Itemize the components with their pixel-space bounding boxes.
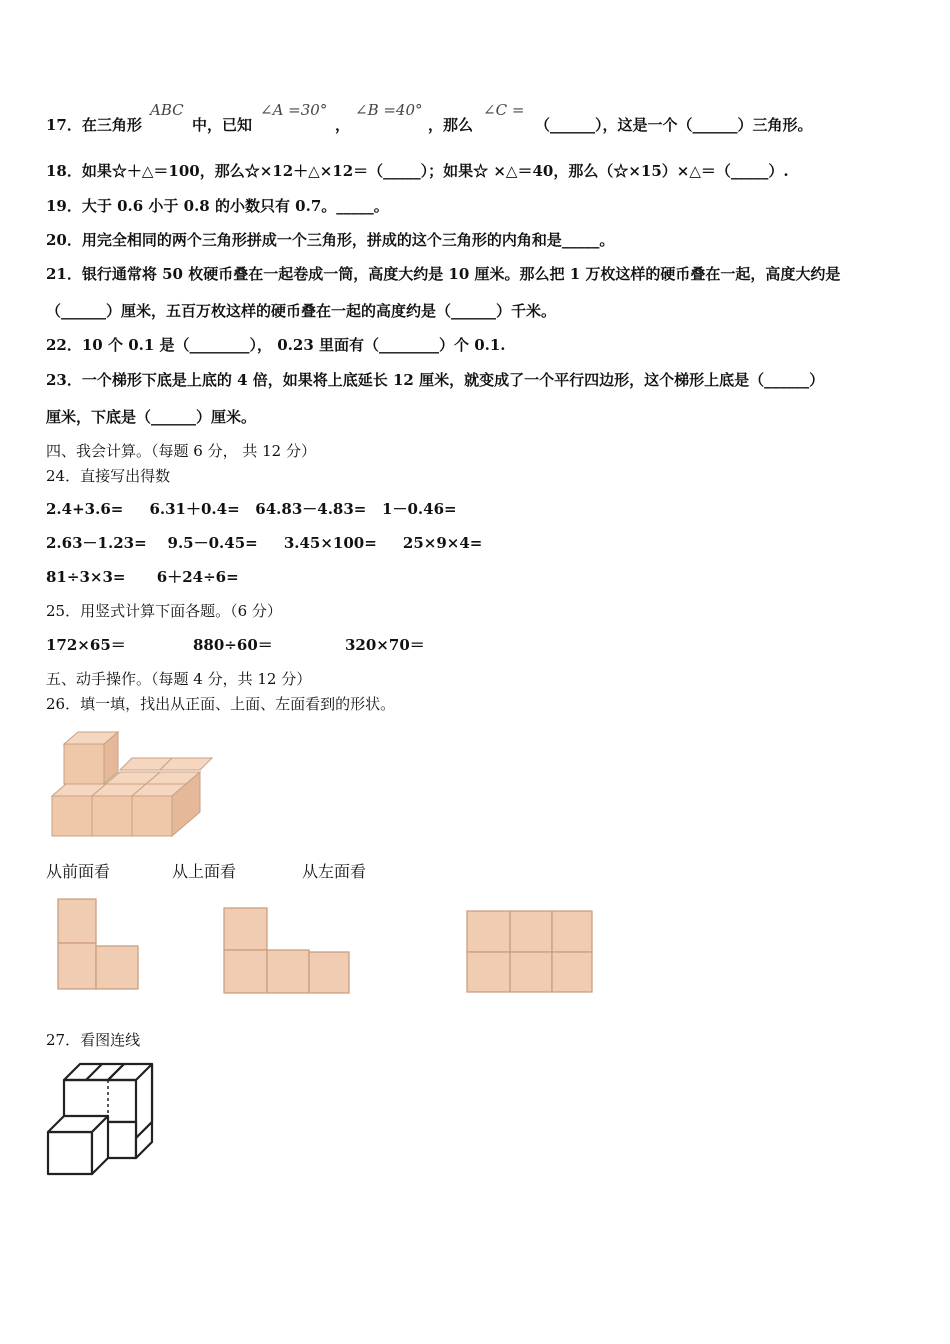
question-21-line1: 21．银行通常将 50 枚硬币叠在一起卷成一筒，高度大约是 10 厘米。那么把 1 万枚这样的硬币叠在一起，高度大约是: [46, 265, 841, 283]
question-25-title: 25．用竖式计算下面各题。（6 分）: [46, 602, 282, 620]
view-shape-2: [222, 906, 354, 996]
q17-text-pre: 在三角形: [81, 116, 142, 134]
q17-text-then: ，那么: [428, 116, 474, 134]
q25-item-2: 880÷60＝: [193, 636, 273, 654]
q17-angle-a: ∠A =30°: [260, 101, 328, 119]
question-19: 19．大于 0.6 小于 0.8 的小数只有 0.7。_____。: [46, 197, 389, 215]
question-17: [46, 115, 142, 135]
q17-text-post: （______），这是一个（______）三角形。: [535, 116, 813, 134]
question-22: 22．10 个 0.1 是（________）， 0.23 里面有（________）个 0.1.: [46, 336, 506, 354]
q17-abc: ABC: [150, 101, 184, 119]
question-24-row1: 2.4+3.6= 6.31＋0.4= 64.83－4.83= 1－0.46=: [46, 500, 457, 518]
question-20: 20．用完全相同的两个三角形拼成一个三角形，拼成的这个三角形的内角和是_____。: [46, 231, 615, 249]
q17-angle-c: ∠C =: [483, 101, 525, 119]
question-23-line1: 23．一个梯形下底是上底的 4 倍，如果将上底延长 12 厘米，就变成了一个平行四边形，这个梯形上底是（______）: [46, 371, 825, 389]
view-label-top: 从上面看: [172, 862, 237, 881]
question-18: 18．如果☆＋△＝100，那么☆×12＋△×12＝（_____）；如果☆ ×△＝40，那么（☆×15）×△＝（_____）.: [46, 162, 789, 180]
view-shape-1: [56, 898, 142, 992]
question-24-row2: 2.63－1.23= 9.5－0.45= 3.45×100= 25×9×4=: [46, 534, 483, 552]
view-label-left: 从左面看: [302, 862, 367, 881]
view-shape-3: [466, 910, 596, 994]
q25-item-1: 172×65＝: [46, 636, 126, 654]
q26-cube-figure: [50, 730, 205, 840]
question-21-line2: （______）厘米，五百万枚这样的硬币叠在一起的高度约是（______）千米。: [46, 302, 557, 320]
question-27-title: 27．看图连线: [46, 1031, 141, 1049]
question-24-row3: 81÷3×3= 6＋24÷6=: [46, 568, 239, 586]
q17-angle-b: ∠B =40°: [355, 101, 423, 119]
q17-text-mid: 中，已知: [192, 116, 253, 134]
question-26-title: 26．填一填，找出从正面、上面、左面看到的形状。: [46, 695, 396, 713]
view-label-front: 从前面看: [46, 862, 111, 881]
q25-item-3: 320×70＝: [345, 636, 425, 654]
q17-number: 17．: [46, 116, 82, 134]
q17-comma: ，: [335, 116, 351, 134]
q27-solid-figure: [46, 1062, 158, 1178]
question-23-line2: 厘米，下底是（______）厘米。: [46, 408, 257, 426]
question-24-title: 24．直接写出得数: [46, 467, 171, 485]
section-5-heading: 五、动手操作。（每题 4 分，共 12 分）: [46, 670, 312, 688]
section-4-heading: 四、我会计算。（每题 6 分， 共 12 分）: [46, 442, 316, 460]
